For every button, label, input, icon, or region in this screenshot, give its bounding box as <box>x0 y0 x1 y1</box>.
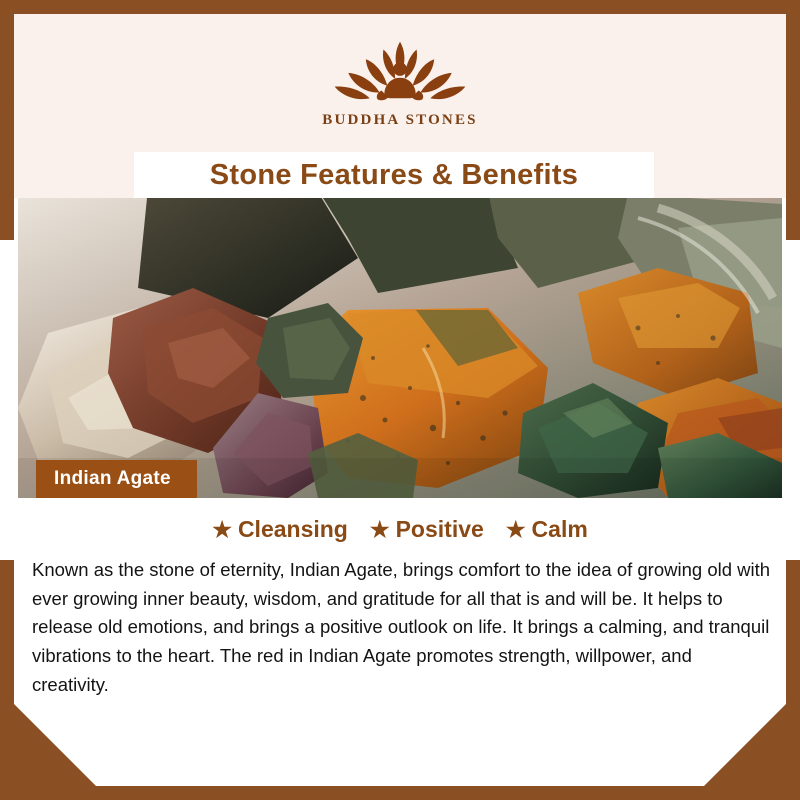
star-icon: ★ <box>212 516 232 542</box>
brand-name: BUDDHA STONES <box>322 112 478 128</box>
lotus-meditation-figure-icon <box>325 30 475 110</box>
header-panel <box>14 14 786 198</box>
benefit-label: Calm <box>531 516 588 542</box>
page-title: Stone Features & Benefits <box>209 158 579 191</box>
benefit-item <box>212 516 348 543</box>
frame-bottom-border <box>0 786 800 800</box>
stone-photo-illustration <box>18 198 782 498</box>
description-text: Known as the stone of eternity, Indian Agate, brings comfort to the idea of growing old with ever growing inner beauty, wisdom, and gratitude for all that is and will be. It helps to release old emotions, and brings a positive outlook on life. It brings a calming, and tranquil vibrations to the heart. The red in Indian Agate promotes strength, willpower, and creativity. <box>32 559 771 695</box>
frame-top-border <box>0 0 800 14</box>
star-icon: ★ <box>369 516 390 542</box>
benefit-label: Positive <box>395 516 484 542</box>
stone-photo <box>18 198 782 498</box>
benefit-label: Cleansing <box>237 516 348 542</box>
brand-logo <box>322 30 477 129</box>
star-icon: ★ <box>505 516 526 542</box>
section-title-bar <box>134 152 654 198</box>
stone-name-label: Indian Agate <box>36 460 197 498</box>
benefit-item <box>370 516 484 543</box>
benefit-item <box>506 516 588 543</box>
benefits-row <box>0 516 800 543</box>
